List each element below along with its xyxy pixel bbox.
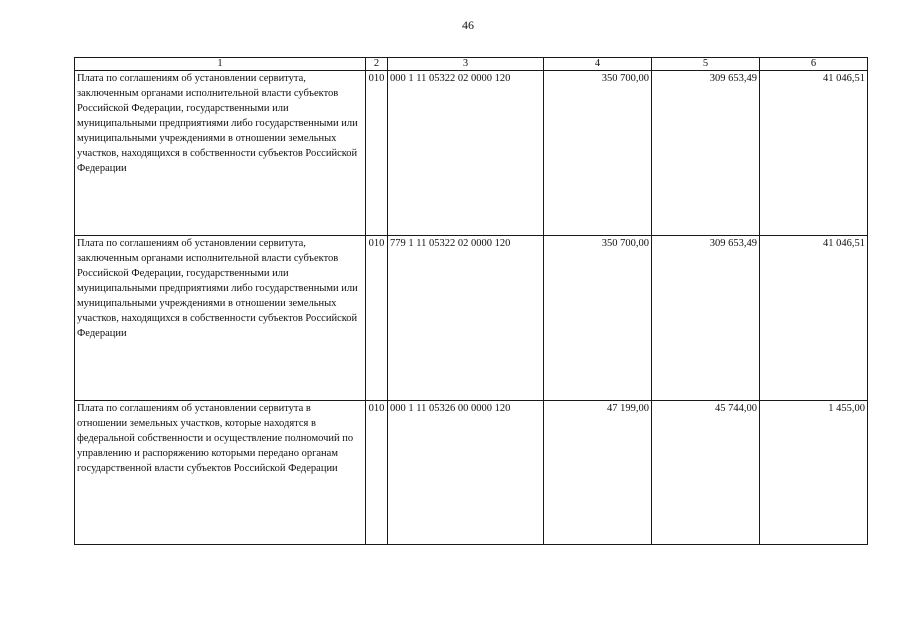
amount-col6-cell: 1 455,00 bbox=[760, 401, 868, 545]
amount-col5-cell: 309 653,49 bbox=[652, 71, 760, 236]
income-name-cell: Плата по соглашениям об установлении сервитута, заключенным органами исполнительной власти субъектов Российской Федерации, государственными или муниципальными предприятиями либо государственными или муниципальными учреждениями в отношении земельных участков, находящихся в собственности субъектов Российской Федерации bbox=[75, 236, 366, 401]
budget-table bbox=[74, 57, 868, 545]
table-row bbox=[75, 71, 868, 236]
column-header-6: 6 bbox=[760, 58, 868, 71]
budget-code-cell: 000 1 11 05326 00 0000 120 bbox=[388, 401, 544, 545]
header-row bbox=[75, 58, 868, 71]
page-number: 46 bbox=[462, 18, 474, 32]
admin-code-cell: 010 bbox=[366, 71, 388, 236]
income-name-cell: Плата по соглашениям об установлении сервитута, заключенным органами исполнительной власти субъектов Российской Федерации, государственными или муниципальными предприятиями либо государственными или муниципальными учреждениями в отношении земельных участков, находящихся в собственности субъектов Российской Федерации bbox=[75, 71, 366, 236]
column-header-1: 1 bbox=[75, 58, 366, 71]
budget-code-cell: 000 1 11 05322 02 0000 120 bbox=[388, 71, 544, 236]
income-name-cell: Плата по соглашениям об установлении сервитута в отношении земельных участков, которые находятся в федеральной собственности и осуществление полномочий по управлению и распоряжению которыми передано органам государственной власти субъектов Российской Федерации bbox=[75, 401, 366, 545]
budget-code-cell: 779 1 11 05322 02 0000 120 bbox=[388, 236, 544, 401]
amount-col5-cell: 45 744,00 bbox=[652, 401, 760, 545]
amount-col6-cell: 41 046,51 bbox=[760, 71, 868, 236]
admin-code-cell: 010 bbox=[366, 401, 388, 545]
amount-col4-cell: 47 199,00 bbox=[544, 401, 652, 545]
amount-col5-cell: 309 653,49 bbox=[652, 236, 760, 401]
column-header-4: 4 bbox=[544, 58, 652, 71]
amount-col4-cell: 350 700,00 bbox=[544, 71, 652, 236]
amount-col6-cell: 41 046,51 bbox=[760, 236, 868, 401]
amount-col4-cell: 350 700,00 bbox=[544, 236, 652, 401]
admin-code-cell: 010 bbox=[366, 236, 388, 401]
column-header-2: 2 bbox=[366, 58, 388, 71]
table-row bbox=[75, 236, 868, 401]
table-row bbox=[75, 401, 868, 545]
column-header-5: 5 bbox=[652, 58, 760, 71]
column-header-3: 3 bbox=[388, 58, 544, 71]
